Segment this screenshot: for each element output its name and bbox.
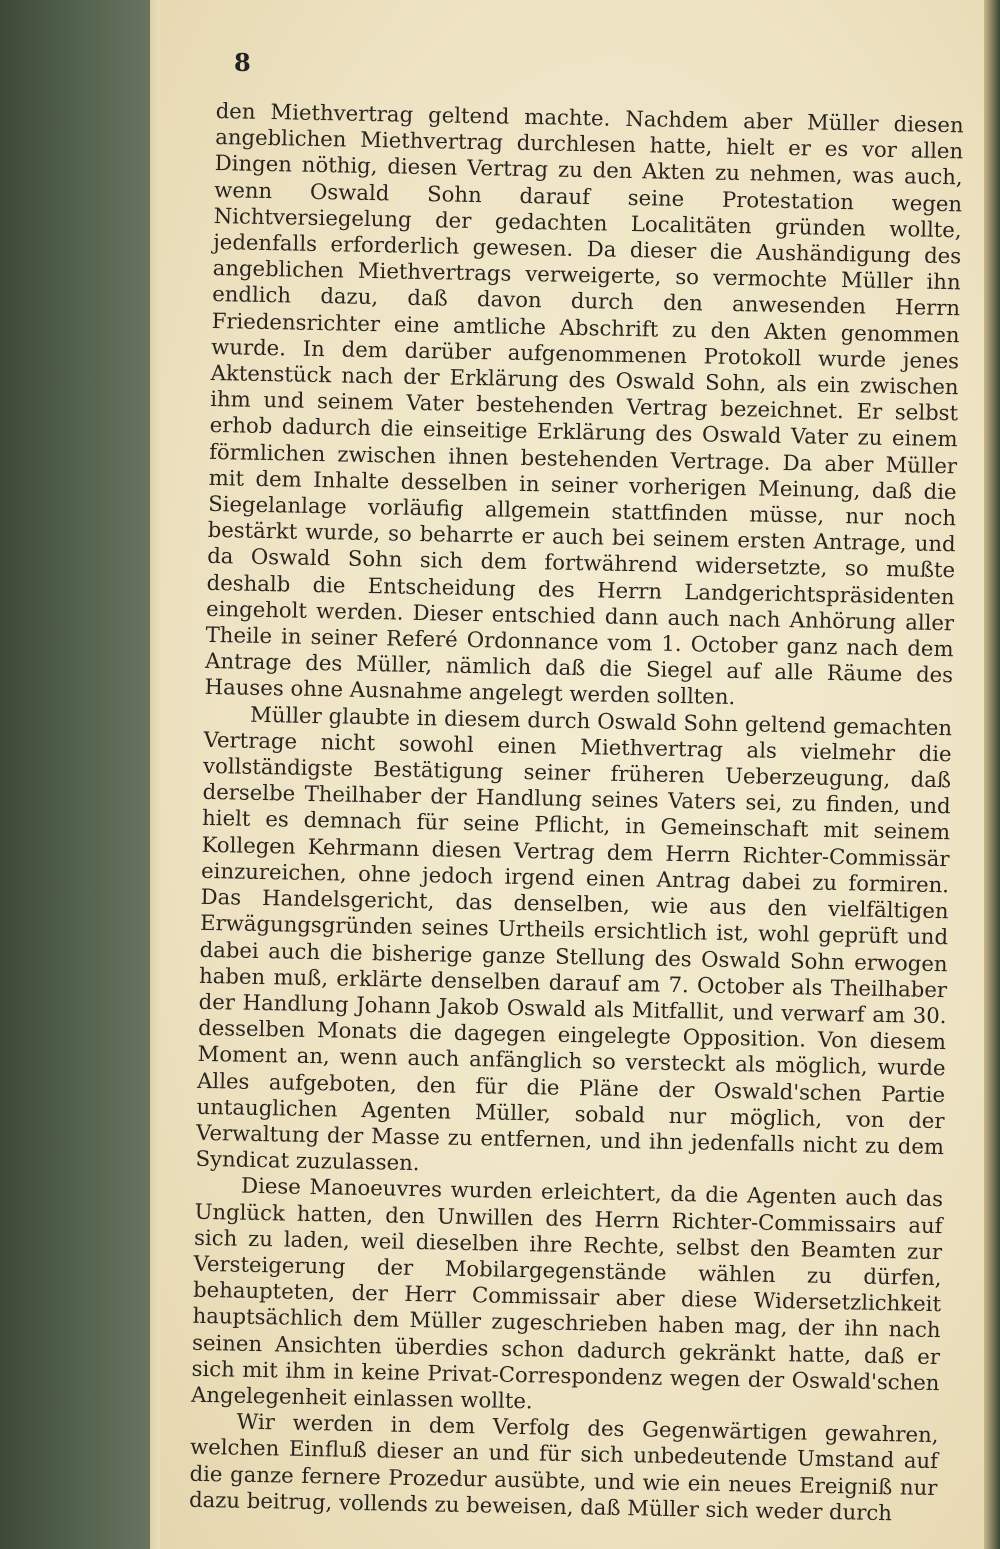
paragraph-2: Müller glaubte in diesem durch Oswald Sohn geltend gemachten Vertrage nicht sowohl einen Miethvertrag als vielmehr die vollständigste Bestätigung seiner früheren Ueberzeugung, daß derselbe Theilhaber der Handlung seines Vaters sei, zu finden, und hielt es demnach für seine Pflicht, in Gemeinschaft mit seinem Kollegen Kehrmann diesen Vertrag dem Herrn Richter-Commissär einzureichen, ohne jedoch irgend einen Antrag dabei zu formiren. Das Handelsgericht, das denselben, wie aus den vielfältigen Erwägungsgründen seines Urtheils ersichtlich ist, wohl geprüft und dabei auch die bisherige ganze Stellung des Oswald Sohn erwogen haben muß, erklärte denselben darauf am 7. October als Theilhaber der Handlung Johann Jakob Oswald als Mitfallit, und verwarf am 30. desselben Monats die dagegen eingelegte Opposition. Von diesem Moment an, wenn auch anfänglich so versteckt als möglich, wurde Alles aufgeboten, den für die Pläne der Oswald'schen Partie untauglichen Agenten Müller, sobald nur möglich, von der Verwaltung der Masse zu entfernen, und ihn jedenfalls nicht zu dem Syndicat zuzulassen. <box>195 701 953 1176</box>
paragraph-4: Wir werden in dem Verfolg des Gegenwärtigen gewahren, welchen Einfluß dieser an und für sich unbedeutende Umstand auf die ganze fernere Prozedur ausübte, und wie ein neues Ereigniß nur dazu beitrug, vollends zu beweisen, daß Müller sich weder durch <box>188 1408 939 1526</box>
paragraph-3: Diese Manoeuvres wurden erleichtert, da die Agenten auch das Unglück hatten, den Unwillen des Herrn Richter-Commissairs auf sich zu laden, weil dieselben ihre Rechte, selbst den Beamten zur Versteigerung der Mobilargegenstände wählen zu dürfen, behaupteten, der Herr Commissair aber diese Widersetzlichkeit hauptsächlich dem Müller zugeschrieben haben mag, der ihn nach seinen Ansichten überdies schon dadurch gekränkt hatte, daß er sich mit ihm in keine Privat-Correspondenz wegen der Oswald'schen Angelegenheit einlassen wollte. <box>190 1173 944 1414</box>
page-number: 8 <box>234 48 251 77</box>
page-text <box>189 98 964 1527</box>
page-right-edge <box>984 0 1000 1549</box>
book-binding <box>0 0 160 1549</box>
book-page <box>160 0 984 1549</box>
paragraph-1: den Miethvertrag geltend machte. Nachdem aber Müller diesen angeblichen Miethvertrag durchlesen hatte, hielt er es vor allen Dingen nöthig, diesen Vertrag zu den Akten zu nehmen, was auch, wenn Oswald Sohn darauf seine Protestation wegen Nichtversiegelung der gedachten Localitäten gründen wollte, jedenfalls erforderlich gewesen. Da dieser die Aushändigung des angeblichen Miethvertrags verweigerte, so vermochte Müller ihn endlich dazu, daß davon durch den anwesenden Herrn Friedensrichter eine amtliche Abschrift zu den Akten genommen wurde. In dem darüber aufgenommenen Protokoll wurde jenes Aktenstück nach der Erklärung des Oswald Sohn, als ein zwischen ihm und seinem Vater bestehenden Vertrag bezeichnet. Er selbst erhob dadurch die einseitige Erklärung des Oswald Vater zu einem förmlichen zwischen ihnen bestehenden Vertrage. Da aber Müller mit dem Inhalte desselben in seiner vorherigen Meinung, daß die Siegelanlage vorläufig allgemein stattfinden müsse, nur noch bestärkt wurde, so beharrte er auch bei seinem ersten Antrage, und da Oswald Sohn sich dem fortwährend widersetzte, so mußte deshalb die Entscheidung des Herrn Landgerichtspräsidenten eingeholt werden. Dieser entschied dann auch nach Anhörung aller Theile in seiner Referé Ordonnance vom 1. October ganz nach dem Antrage des Müller, nämlich daß die Siegel auf alle Räume des Hauses ohne Ausnahme angelegt werden sollten. <box>204 98 964 710</box>
